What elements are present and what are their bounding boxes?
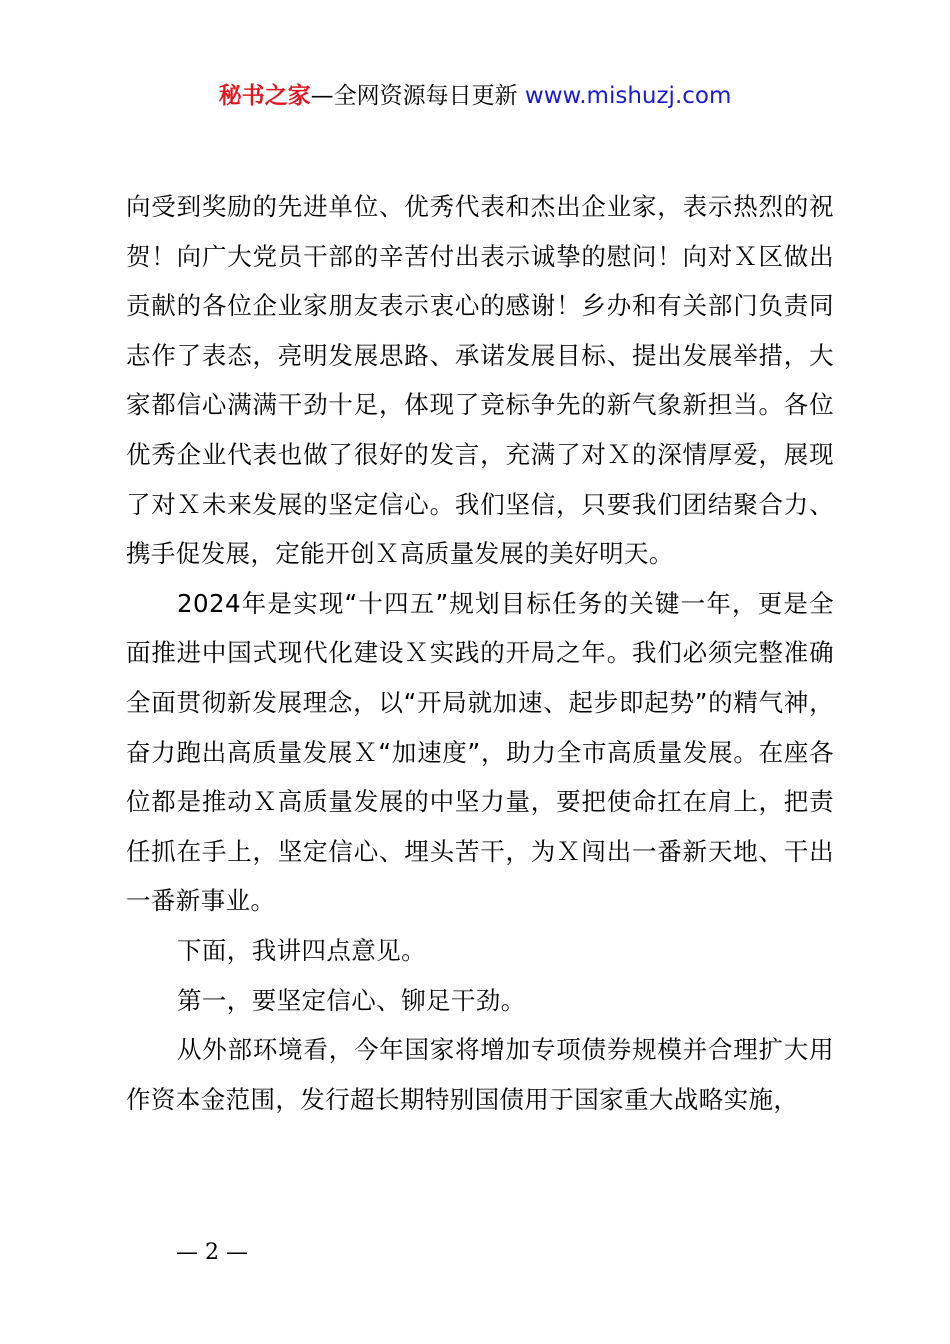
paragraph: 向受到奖励的先进单位、优秀代表和杰出企业家，表示热烈的祝贺！向广大党员干部的辛苦付出表示诚挚的慰问！向对Ｘ区做出贡献的各位企业家朋友表示衷心的感谢！乡办和有关部门负责同志作了表态，亮明发展思路、承诺发展目标、提出发展举措，大家都信心满满干劲十足，体现了竞标争先的新气象新担当。各位优秀企业代表也做了很好的发言，充满了对Ｘ的深情厚爱，展现了对Ｘ未来发展的坚定信心。我们坚信，只要我们团结聚合力、携手促发展，定能开创Ｘ高质量发展的美好明天。	[126, 192, 834, 569]
document-body	[126, 182, 834, 1124]
site-tagline: —全网资源每日更新	[310, 83, 518, 109]
paragraph: 下面，我讲四点意见。	[177, 935, 426, 965]
site-url-link[interactable]: www.mishuzj.com	[524, 83, 732, 109]
paragraph: 从外部环境看，今年国家将增加专项债券规模并合理扩大用作资本金范围，发行超长期特别国债用于国家重大战略实施，	[126, 1035, 834, 1114]
page-number: — 2 —	[176, 1240, 248, 1265]
section-heading: 第一，要坚定信心、铆足干劲。	[177, 985, 526, 1015]
site-header	[0, 80, 950, 112]
site-brand: 秘书之家	[218, 83, 311, 109]
paragraph: 2024年是实现“十四五”规划目标任务的关键一年，更是全面推进中国式现代化建设Ｘ实践的开局之年。我们必须完整准确全面贯彻新发展理念，以“开局就加速、起步即起势”的精气神，奋力跑出高质量发展Ｘ“加速度”，助力全市高质量发展。在座各位都是推动Ｘ高质量发展的中坚力量，要把使命扛在肩上，把责任抓在手上，坚定信心、埋头苦干，为Ｘ闯出一番新天地、干出一番新事业。	[126, 588, 834, 916]
